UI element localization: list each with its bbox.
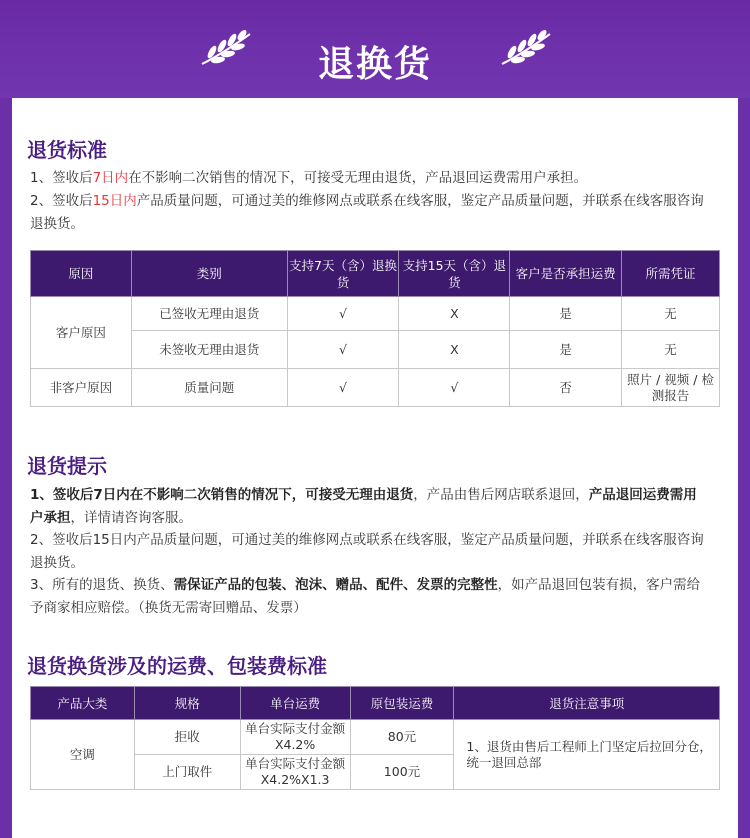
standard-rule-2: 2、签收后15日内产品质量问题，可通过美的维修网点或联系在线客服，鉴定产品质量问题，并联系在线客服咨询退换货。 xyxy=(30,193,704,232)
table-cell: 上门取件 xyxy=(134,755,240,790)
table-cell: 空调 xyxy=(31,720,135,790)
table-cell: 无 xyxy=(622,297,720,331)
column-header: 客户是否承担运费 xyxy=(510,251,622,297)
table-row xyxy=(31,331,720,369)
table-cell: 无 xyxy=(622,331,720,369)
table-cell: 100元 xyxy=(350,755,454,790)
section-title-standard: 退货标准 xyxy=(27,138,107,162)
table-cell: 单台实际支付金额X4.2%X1.3 xyxy=(240,755,350,790)
table-cell: 是 xyxy=(510,331,622,369)
column-header: 支持15天（含）退货 xyxy=(399,251,510,297)
section-title-tips: 退货提示 xyxy=(27,454,107,478)
table-cell: 未签收无理由退货 xyxy=(131,331,287,369)
column-header: 退货注意事项 xyxy=(454,687,720,720)
table-cell: X xyxy=(399,331,510,369)
table-cell: 客户原因 xyxy=(31,297,132,369)
column-header: 原因 xyxy=(31,251,132,297)
table-cell: √ xyxy=(399,369,510,407)
table-cell: X xyxy=(399,297,510,331)
table-cell: 80元 xyxy=(350,720,454,755)
section-title-fees: 退货换货涉及的运费、包装费标准 xyxy=(27,654,327,678)
table-header-row xyxy=(31,251,720,297)
shipping-fee-table xyxy=(30,686,720,790)
table-cell: 拒收 xyxy=(134,720,240,755)
tip-2: 2、签收后15日内产品质量问题，可通过美的维修网点或联系在线客服，鉴定产品质量问题，并联系在线客服咨询退换货。 xyxy=(30,532,704,571)
table-cell: 否 xyxy=(510,369,622,407)
table-header-row xyxy=(31,687,720,720)
table-row xyxy=(31,297,720,331)
return-note: 1、退货由售后工程师上门坚定后拉回分仓，统一退回总部 xyxy=(454,720,720,790)
table-cell: 质量问题 xyxy=(131,369,287,407)
table-row xyxy=(31,369,720,407)
column-header: 单台运费 xyxy=(240,687,350,720)
table-cell: 非客户原因 xyxy=(31,369,132,407)
table-row xyxy=(31,720,720,755)
table-cell: √ xyxy=(287,297,399,331)
table-cell: √ xyxy=(287,331,399,369)
column-header: 类别 xyxy=(131,251,287,297)
return-standard-table xyxy=(30,250,720,407)
table-cell: √ xyxy=(287,369,399,407)
table-cell: 照片 / 视频 / 检测报告 xyxy=(622,369,720,407)
column-header: 规格 xyxy=(134,687,240,720)
column-header: 产品大类 xyxy=(31,687,135,720)
table-cell: 单台实际支付金额X4.2% xyxy=(240,720,350,755)
page-title: 退换货 xyxy=(317,44,432,85)
page-header xyxy=(0,0,750,98)
column-header: 原包装运费 xyxy=(350,687,454,720)
column-header: 支持7天（含）退换货 xyxy=(287,251,399,297)
tip-3: 3、所有的退货、换货、需保证产品的包装、泡沫、赠品、配件、发票的完整性，如产品退回包装有损，客户需给予商家相应赔偿。（换货无需寄回赠品、发票） xyxy=(30,577,701,616)
table-cell: 是 xyxy=(510,297,622,331)
table-cell: 已签收无理由退货 xyxy=(131,297,287,331)
tip-1: 1、签收后7日内在不影响二次销售的情况下，可接受无理由退货，产品由售后网店联系退回，产品退回运费需用户承担，详情请咨询客服。 xyxy=(30,487,697,526)
standard-rule-1: 1、签收后7日内在不影响二次销售的情况下，可接受无理由退货，产品退回运费需用户承担。 xyxy=(30,170,588,186)
column-header: 所需凭证 xyxy=(622,251,720,297)
wheat-leaf-icon xyxy=(498,28,554,68)
